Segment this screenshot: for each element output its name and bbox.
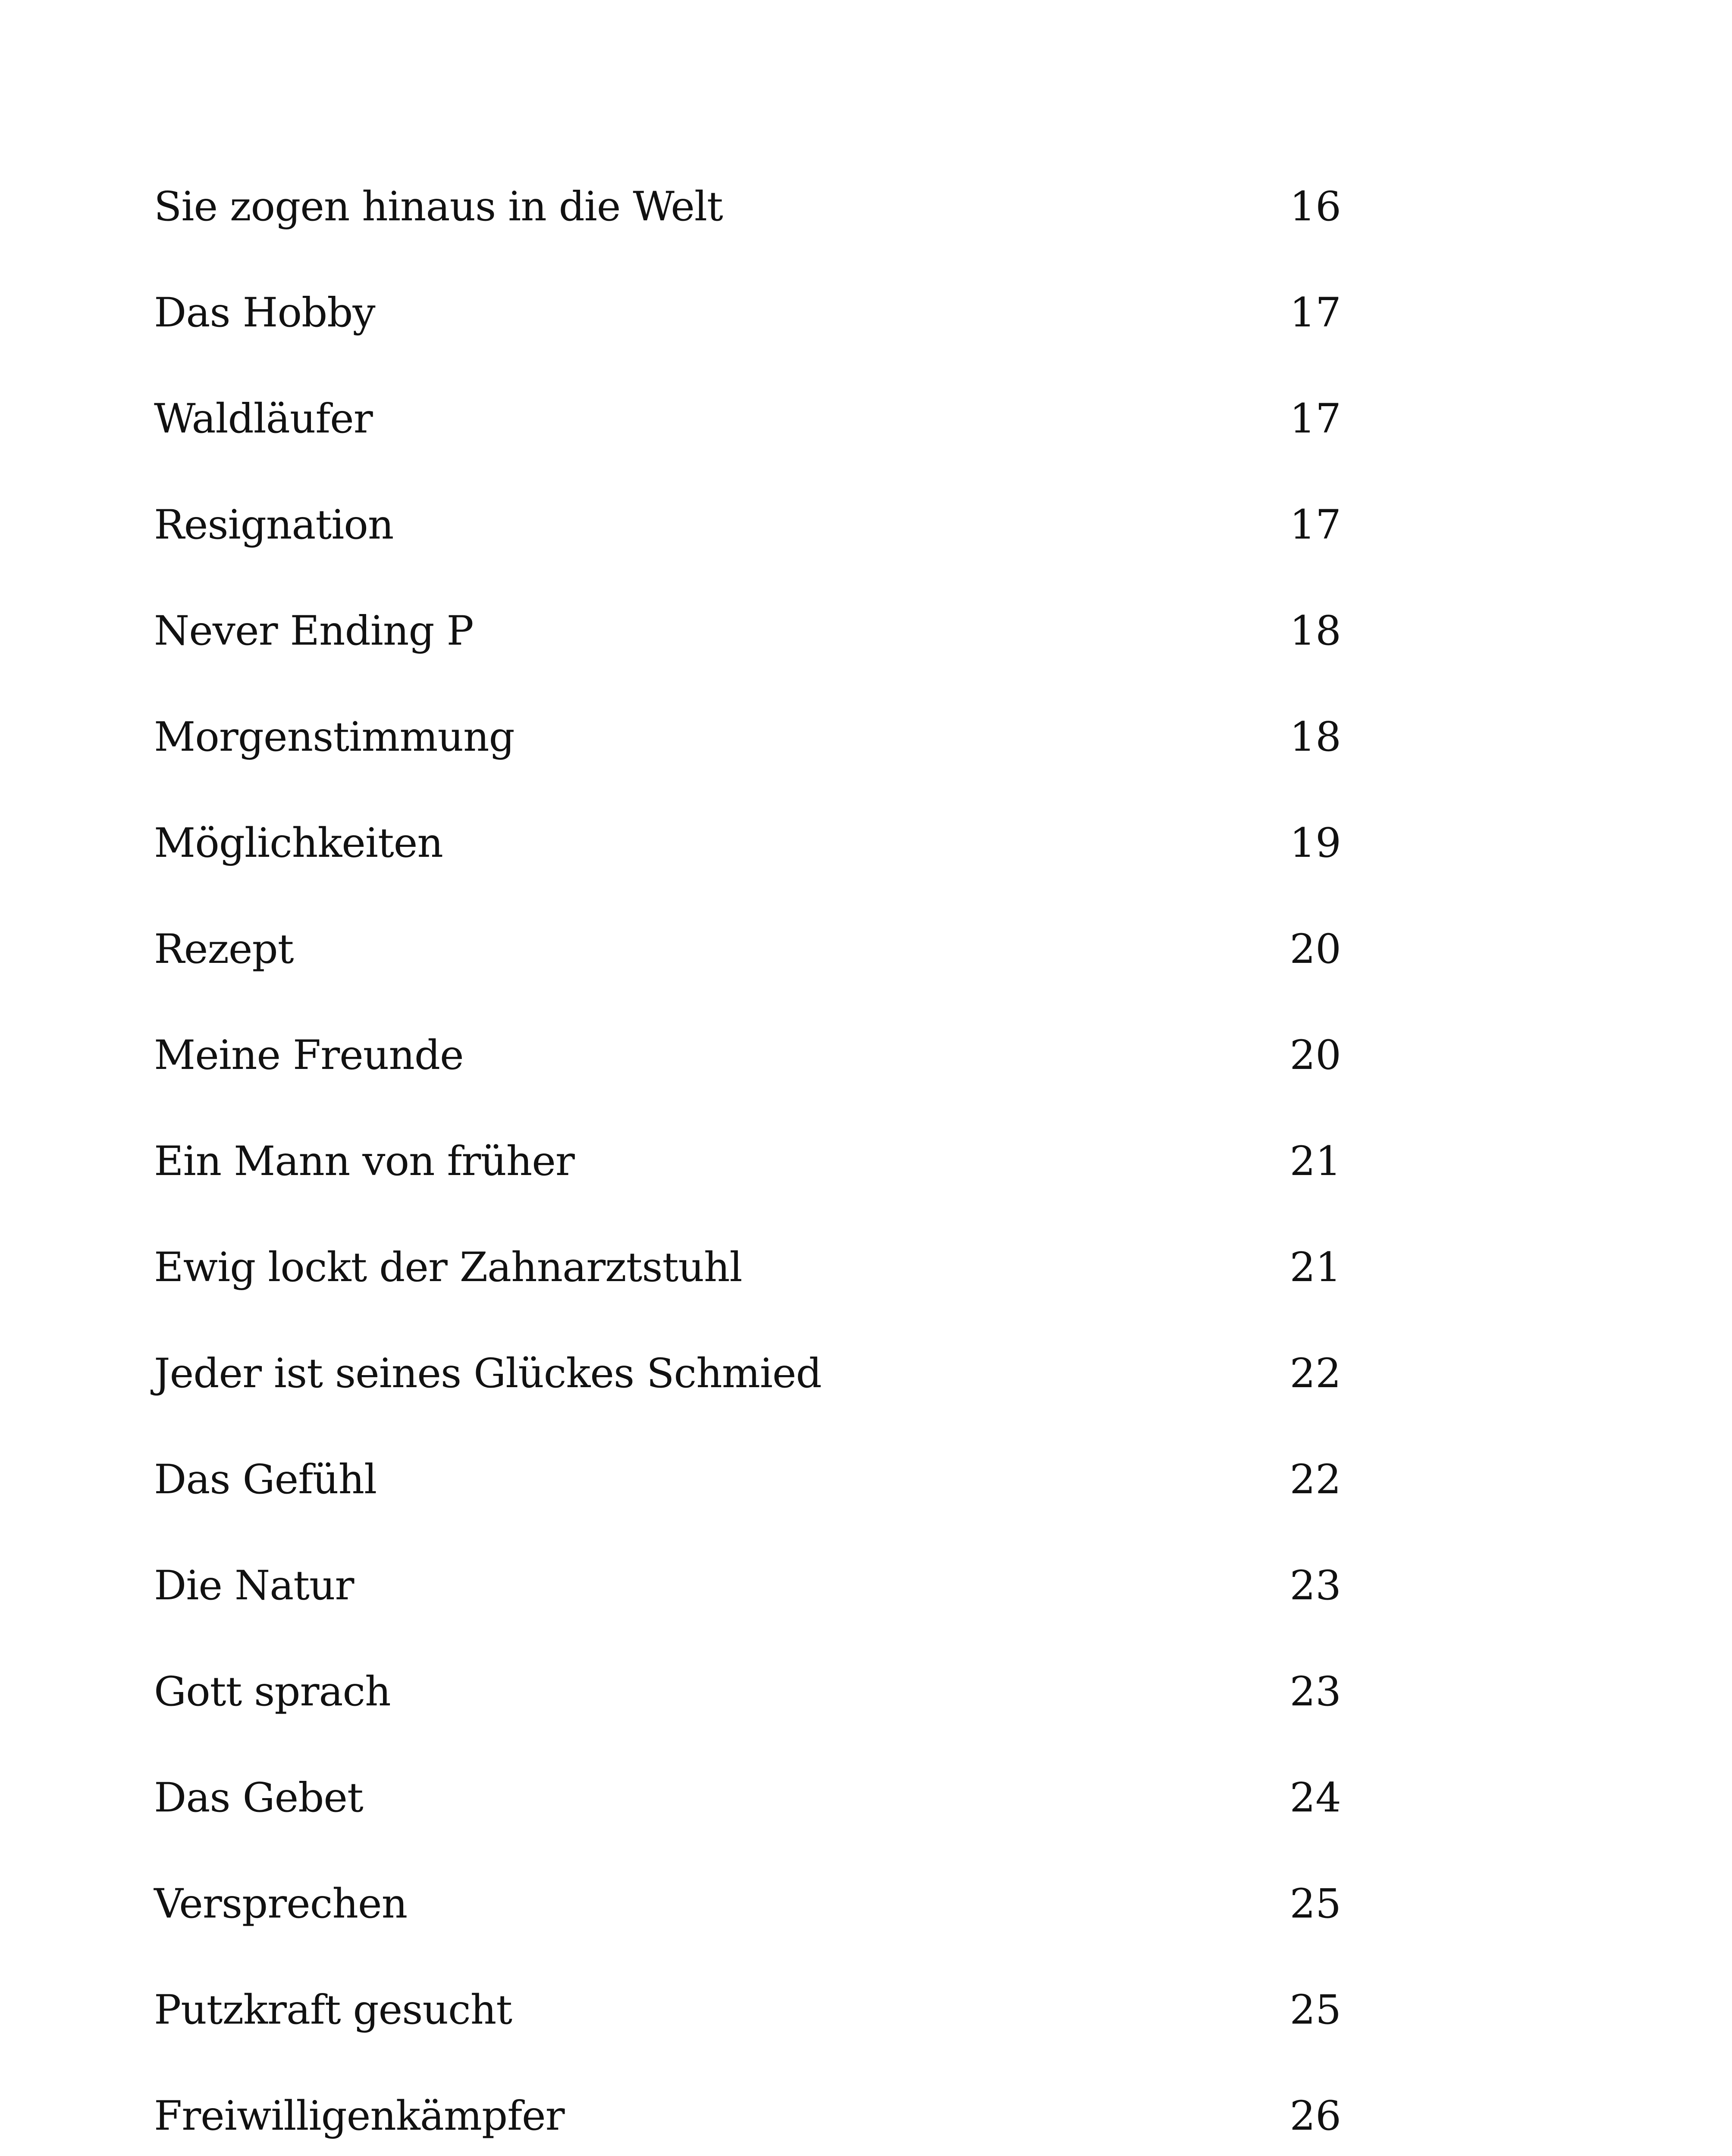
- toc-entry: [0, 1321, 1732, 1427]
- toc-entry-title: Putzkraft gesucht: [154, 1987, 512, 2034]
- toc-entry-page: 21: [1290, 1138, 1341, 1185]
- toc-entry: [0, 1851, 1732, 1957]
- toc-entry-title: Die Natur: [154, 1562, 354, 1609]
- toc-entry: [0, 1533, 1732, 1639]
- toc-entry-title: Freiwilligenkämpfer: [154, 2093, 565, 2140]
- toc-entry-page: 23: [1290, 1562, 1341, 1609]
- toc-entry-title: Waldläufer: [154, 395, 373, 442]
- toc-entry: [0, 1745, 1732, 1851]
- toc-entry: [0, 472, 1732, 578]
- toc-entry-page: 17: [1290, 395, 1341, 442]
- toc-entry-title: Das Hobby: [154, 289, 375, 336]
- toc-entry-page: 19: [1290, 820, 1341, 867]
- toc-entry-page: 25: [1290, 1987, 1341, 2034]
- toc-entry: [0, 1003, 1732, 1109]
- toc-entry: [0, 1639, 1732, 1745]
- toc-entry: [0, 790, 1732, 896]
- toc-entry: [0, 684, 1732, 790]
- toc-entry-title: Ewig lockt der Zahnarztstuhl: [154, 1244, 742, 1291]
- toc-entry-page: 18: [1290, 714, 1341, 761]
- toc-entry-title: Meine Freunde: [154, 1032, 464, 1079]
- toc-entry-title: Das Gebet: [154, 1774, 363, 1821]
- toc-entry-title: Morgenstimmung: [154, 714, 515, 761]
- toc-entry-page: 25: [1290, 1880, 1341, 1927]
- toc-entry-page: 20: [1290, 926, 1341, 973]
- toc-entry-page: 23: [1290, 1668, 1341, 1715]
- toc-entry-title: Jeder ist seines Glückes Schmied: [154, 1350, 822, 1397]
- toc-entry-page: 26: [1290, 2093, 1341, 2140]
- toc-entry-page: 17: [1290, 289, 1341, 336]
- toc-entry-page: 21: [1290, 1244, 1341, 1291]
- toc-entry: [0, 1427, 1732, 1533]
- toc-entry: [0, 1957, 1732, 2063]
- toc-entry: [0, 1109, 1732, 1215]
- toc-entry-page: 18: [1290, 608, 1341, 655]
- toc-entry-page: 22: [1290, 1350, 1341, 1397]
- toc-entry: [0, 2063, 1732, 2156]
- toc-entry-title: Versprechen: [154, 1880, 408, 1927]
- toc-entry-title: Rezept: [154, 926, 294, 973]
- toc-entry: [0, 154, 1732, 260]
- toc-entry-page: 16: [1290, 183, 1341, 230]
- toc-entry-title: Never Ending P: [154, 608, 474, 655]
- toc-entry-title: Möglichkeiten: [154, 820, 443, 867]
- toc-entry-page: 17: [1290, 501, 1341, 548]
- toc-entry-page: 20: [1290, 1032, 1341, 1079]
- toc-entry-title: Resignation: [154, 501, 394, 548]
- toc-entry: [0, 1215, 1732, 1321]
- toc-entry-page: 24: [1290, 1774, 1341, 1821]
- toc-entry-title: Sie zogen hinaus in die Welt: [154, 183, 723, 230]
- toc-entry-page: 22: [1290, 1456, 1341, 1503]
- toc-entry: [0, 366, 1732, 472]
- toc-entry: [0, 896, 1732, 1003]
- toc-entry: [0, 260, 1732, 366]
- toc-entry: [0, 578, 1732, 684]
- toc-entry-title: Das Gefühl: [154, 1456, 377, 1503]
- toc-entry-title: Gott sprach: [154, 1668, 391, 1715]
- toc-entry-title: Ein Mann von früher: [154, 1138, 574, 1185]
